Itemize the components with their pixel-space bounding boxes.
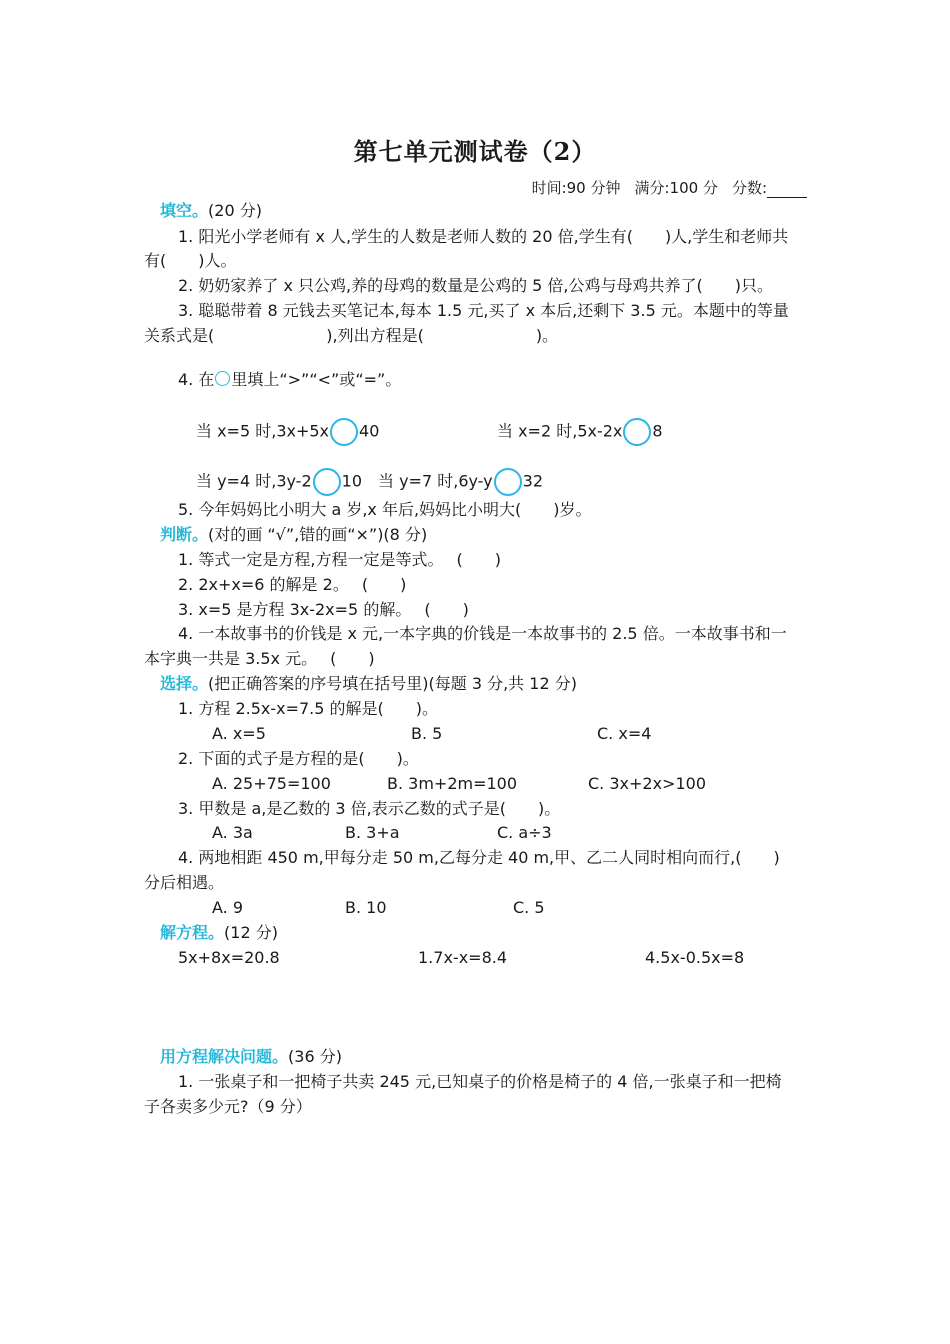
question: 4. 两地相距 450 m,甲每分走 50 m,乙每分走 40 m,甲、乙二人同时相向而行,( ): [178, 848, 780, 867]
equation: 5x+8x=20.8: [178, 948, 280, 967]
section-choice: [160, 674, 577, 694]
question: 3. 聪聪带着 8 元钱去买笔记本,每本 1.5 元,买了 x 本后,还剩下 3.5 元。本题中的等量: [178, 301, 789, 320]
section-points: (36 分): [288, 1047, 342, 1066]
exam-meta: [532, 177, 807, 198]
section-heading: 用方程解决问题。: [160, 1047, 289, 1066]
section-fill-in: [160, 201, 262, 221]
question: [178, 370, 401, 390]
compare-left: 当 x=2 时,5x-2x: [497, 421, 623, 441]
q4-prefix: 4. 在: [178, 370, 215, 389]
option[interactable]: A. 9: [212, 898, 244, 917]
option[interactable]: A. x=5: [212, 724, 266, 743]
question: 1. 方程 2.5x-x=7.5 的解是( )。: [178, 699, 439, 718]
compare-left: 当 y=7 时,6y-y: [378, 471, 493, 491]
option[interactable]: C. a÷3: [497, 823, 552, 842]
score-label: 分数:: [731, 179, 767, 197]
compare-right: 10: [341, 471, 362, 491]
section-points: (对的画 “√”,错的画“×”)(8 分): [208, 525, 428, 544]
question: 3. 甲数是 a,是乙数的 3 倍,表示乙数的式子是( )。: [178, 799, 561, 818]
compare-left: 当 x=5 时,3x+5x: [196, 421, 330, 441]
option[interactable]: B. 10: [345, 898, 387, 917]
section-points: (20 分): [208, 201, 262, 220]
equation: 4.5x-0.5x=8: [645, 948, 745, 967]
section-heading: 解方程。: [160, 923, 225, 942]
score-field: [732, 177, 807, 198]
compare-item: [497, 418, 663, 446]
compare-circle[interactable]: [330, 418, 358, 446]
question: 2. 奶奶家养了 x 只公鸡,养的母鸡的数量是公鸡的 5 倍,公鸡与母鸡共养了( )只。: [178, 276, 774, 295]
section-heading: 判断。: [160, 525, 209, 544]
question-cont: 分后相遇。: [144, 873, 225, 892]
question-cont: 有( )人。: [144, 251, 237, 270]
option[interactable]: A. 25+75=100: [212, 774, 331, 793]
option[interactable]: B. 5: [411, 724, 443, 743]
question: 1. 一张桌子和一把椅子共卖 245 元,已知桌子的价格是椅子的 4 倍,一张桌子和一把椅: [178, 1072, 782, 1091]
question: 3. x=5 是方程 3x-2x=5 的解。 ( ): [178, 600, 469, 619]
question-cont: 子各卖多少元?（9 分）: [144, 1097, 312, 1116]
compare-left: 当 y=4 时,3y-2: [196, 471, 312, 491]
option[interactable]: C. 5: [513, 898, 545, 917]
section-solve: [160, 923, 278, 943]
compare-circle[interactable]: [623, 418, 651, 446]
q4-suffix: 里填上“>”“<”或“=”。: [231, 370, 402, 389]
question: 2. 下面的式子是方程的是( )。: [178, 749, 419, 768]
section-points: (把正确答案的序号填在括号里)(每题 3 分,共 12 分): [208, 674, 577, 693]
full-score: 满分:100 分: [634, 179, 718, 197]
section-heading: 填空。: [160, 201, 209, 220]
compare-item: [196, 468, 362, 496]
equation: 1.7x-x=8.4: [418, 948, 508, 967]
compare-item: [196, 418, 379, 446]
compare-circle[interactable]: [313, 468, 341, 496]
option[interactable]: C. x=4: [597, 724, 652, 743]
time-limit: 时间:90 分钟: [531, 179, 621, 197]
section-judge: [160, 525, 427, 545]
compare-right: 32: [522, 471, 544, 491]
option[interactable]: B. 3m+2m=100: [387, 774, 518, 793]
question-cont: 关系式是( ),列出方程是( )。: [144, 326, 559, 345]
option[interactable]: C. 3x+2x>100: [588, 774, 706, 793]
section-word-problems: [160, 1047, 342, 1067]
question: 4. 一本故事书的价钱是 x 元,一本字典的价钱是一本故事书的 2.5 倍。一本故事书和一: [178, 624, 787, 643]
score-blank[interactable]: [767, 181, 807, 198]
compare-right: 40: [359, 421, 380, 441]
section-heading: 选择。: [160, 674, 209, 693]
compare-item: [378, 468, 543, 496]
question-cont: 本字典一共是 3.5x 元。 ( ): [144, 649, 375, 668]
option[interactable]: B. 3+a: [345, 823, 400, 842]
page-title: 第七单元测试卷（2）: [353, 137, 597, 166]
compare-right: 8: [652, 421, 663, 441]
question: 1. 等式一定是方程,方程一定是等式。 ( ): [178, 550, 502, 569]
question: 2. 2x+x=6 的解是 2。 ( ): [178, 575, 407, 594]
circle-icon: [215, 371, 230, 386]
compare-circle[interactable]: [494, 468, 522, 496]
section-points: (12 分): [224, 923, 278, 942]
question: 1. 阳光小学老师有 x 人,学生的人数是老师人数的 20 倍,学生有( )人,学生和老师共: [178, 227, 789, 246]
question: 5. 今年妈妈比小明大 a 岁,x 年后,妈妈比小明大( )岁。: [178, 500, 592, 519]
option[interactable]: A. 3a: [212, 823, 253, 842]
